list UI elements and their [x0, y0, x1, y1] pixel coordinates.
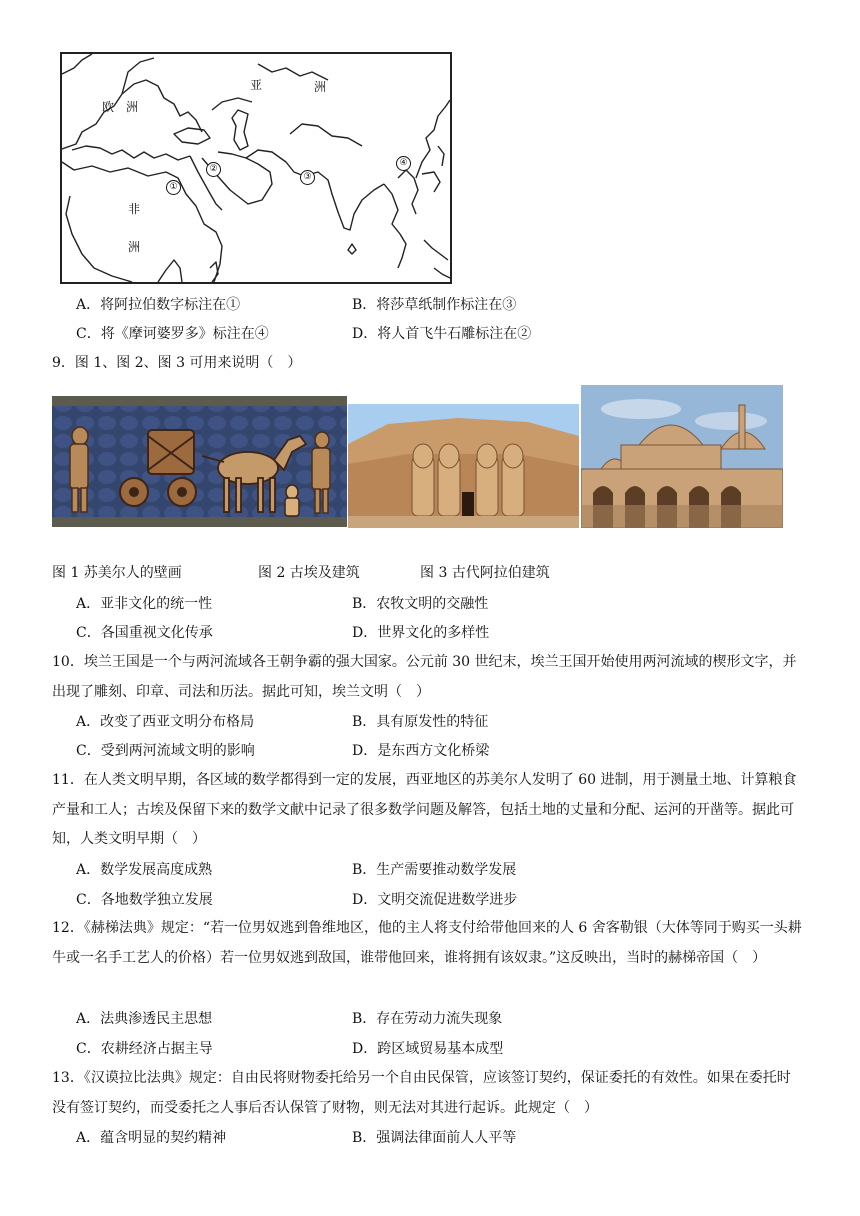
q9-option-d[interactable]: D．世界文化的多样性	[352, 625, 490, 641]
figure-2-caption: 图 2 古埃及建筑	[258, 565, 360, 581]
q9-option-a[interactable]: A．亚非文化的统一性	[76, 596, 213, 612]
q9-stem: 9．图 1、图 2、图 3 可用来说明（ ）	[52, 355, 302, 371]
q11-option-a[interactable]: A．数学发展高度成熟	[76, 862, 213, 878]
q10-option-a[interactable]: A．改变了西亚文明分布格局	[76, 714, 255, 730]
q10-stem: 10．埃兰王国是一个与两河流域各王朝争霸的强大国家。公元前 30 世纪末，埃兰王国开始使用两河流域的楔形文字，并出现了雕刻、印章、司法和历法。据此可知，埃兰文明（ ）	[52, 654, 797, 700]
q10-option-b[interactable]: B．具有原发性的特征	[352, 714, 489, 730]
q11-option-c[interactable]: C．各地数学独立发展	[76, 892, 213, 908]
q10-option-d[interactable]: D．是东西方文化桥梁	[352, 743, 490, 759]
map-marker-4: ④	[396, 156, 411, 171]
figure-3-caption: 图 3 古代阿拉伯建筑	[420, 565, 550, 581]
q12-option-a[interactable]: A．法典渗透民主思想	[76, 1011, 213, 1027]
q11-option-b[interactable]: B．生产需要推动数学发展	[352, 862, 517, 878]
figure-1-caption: 图 1 苏美尔人的壁画	[52, 565, 182, 581]
map-label-africa-2: 洲	[128, 240, 141, 254]
q12-option-b[interactable]: B．存在劳动力流失现象	[352, 1011, 503, 1027]
figure-3-arab-architecture	[581, 385, 783, 528]
q8-option-c[interactable]: C．将《摩诃婆罗多》标注在④	[76, 326, 269, 342]
q13-option-b[interactable]: B．强调法律面前人人平等	[352, 1130, 517, 1146]
q12-option-c[interactable]: C．农耕经济占据主导	[76, 1041, 213, 1057]
map-label-asia-1: 亚	[250, 78, 263, 92]
q9-option-c[interactable]: C．各国重视文化传承	[76, 625, 213, 641]
q8-option-d[interactable]: D．将人首飞牛石雕标注在②	[352, 326, 532, 342]
q13-stem: 13．《汉谟拉比法典》规定：自由民将财物委托给另一个自由民保管，应该签订契约，保证委托的有效性。如果在委托时没有签订契约，而受委托之人事后否认保管了财物，则无法对其进行起诉。此规定（ ）	[52, 1070, 791, 1116]
figure-1-sumerian-mural	[52, 396, 347, 527]
map-label-asia-2: 洲	[314, 80, 327, 94]
q11-stem: 11．在人类文明早期，各区域的数学都得到一定的发展，西亚地区的苏美尔人发明了 60 进制，用于测量土地、计算粮食产量和工人；古埃及保留下来的数学文献中记录了很多数学问题及解答，包括土地的丈量和分配、运河的开凿等。据此可知，人类文明早期（ ）	[52, 772, 797, 847]
world-map	[60, 52, 452, 284]
q8-option-b[interactable]: B．将莎草纸制作标注在③	[352, 297, 517, 313]
q12-option-d[interactable]: D．跨区域贸易基本成型	[352, 1041, 504, 1057]
q13-option-a[interactable]: A．蕴含明显的契约精神	[76, 1130, 227, 1146]
q11-option-d[interactable]: D．文明交流促进数学进步	[352, 892, 518, 908]
map-label-africa-1: 非	[128, 202, 141, 216]
map-marker-1: ①	[166, 180, 181, 195]
q10-option-c[interactable]: C．受到两河流域文明的影响	[76, 743, 255, 759]
map-marker-2: ②	[206, 162, 221, 177]
map-marker-3: ③	[300, 170, 315, 185]
q8-option-a[interactable]: A．将阿拉伯数字标注在①	[76, 297, 241, 313]
map-label-europe: 欧 洲	[102, 100, 139, 114]
figure-2-egyptian-architecture	[348, 404, 579, 528]
q9-option-b[interactable]: B．农牧文明的交融性	[352, 596, 489, 612]
q12-stem: 12．《赫梯法典》规定：“若一位男奴逃到鲁维地区，他的主人将支付给带他回来的人 6 舍客勒银（大体等同于购买一头耕牛或一名手工艺人的价格）若一位男奴逃到敌国，谁带他回来，谁将拥有该奴隶。”这反映出，当时的赫梯帝国（ ）	[52, 920, 802, 966]
